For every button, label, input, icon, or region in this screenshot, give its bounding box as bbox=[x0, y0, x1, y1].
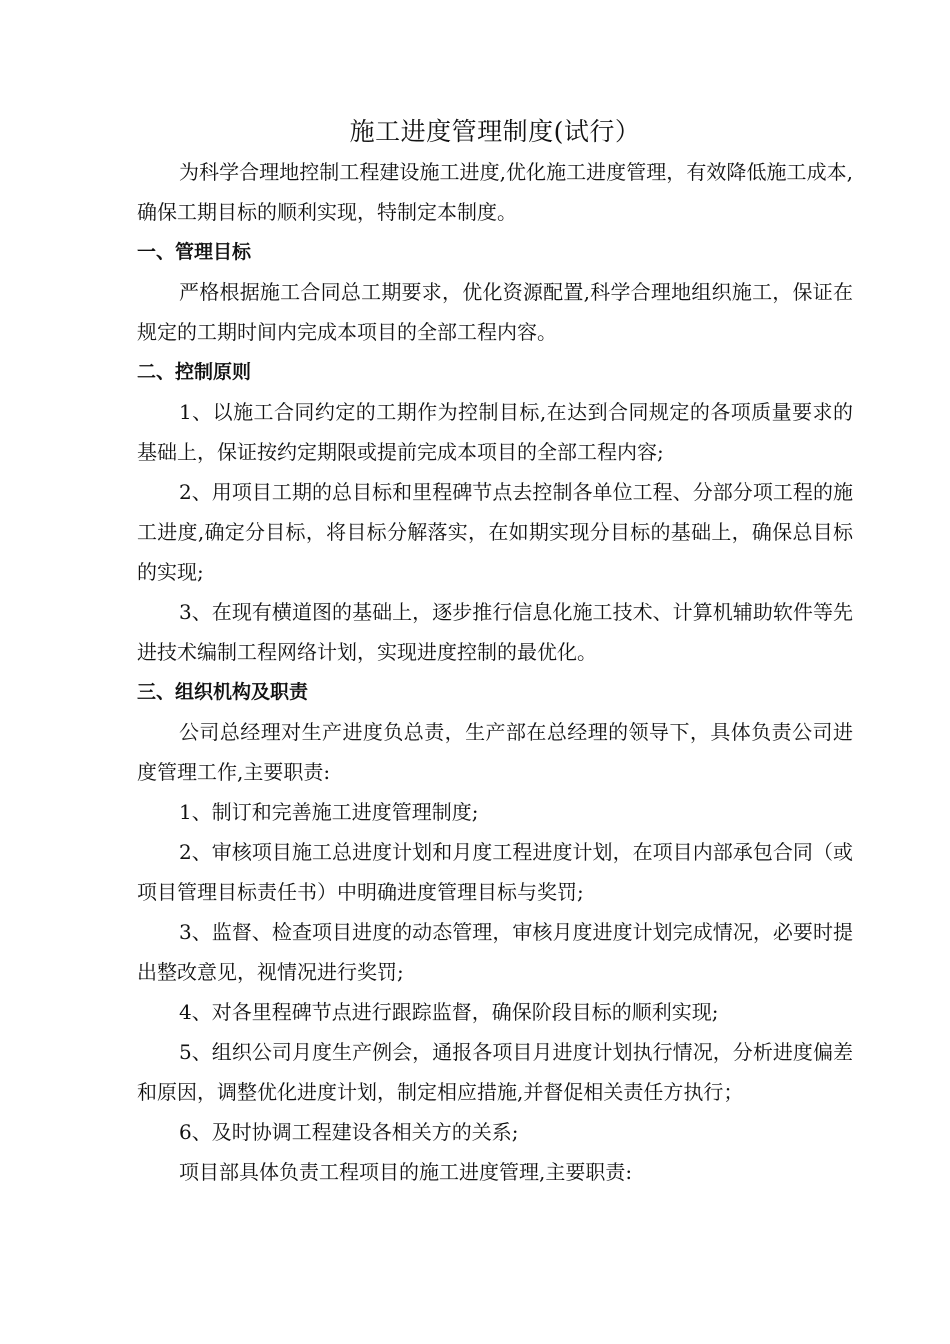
control-principle-item-3: 3、在现有横道图的基础上，逐步推行信息化施工技术、计算机辅助软件等先进技术编制工程网络计划，实现进度控制的最优化。 bbox=[137, 600, 853, 664]
document-page bbox=[137, 112, 853, 1192]
company-duty-item-4: 4、对各里程碑节点进行跟踪监督，确保阶段目标的顺利实现; bbox=[179, 1000, 719, 1024]
control-principle-item-1: 1、以施工合同约定的工期作为控制目标,在达到合同规定的各项质量要求的基础上，保证按约定期限或提前完成本项目的全部工程内容; bbox=[137, 400, 853, 464]
section-heading-organization: 三、组织机构及职责 bbox=[137, 681, 309, 703]
company-duties-intro: 公司总经理对生产进度负总责，生产部在总经理的领导下，具体负责公司进度管理工作,主要职责: bbox=[137, 720, 853, 784]
control-principle-item-2: 2、用项目工期的总目标和里程碑节点去控制各单位工程、分部分项工程的施工进度,确定分目标，将目标分解落实，在如期实现分目标的基础上，确保总目标的实现; bbox=[137, 480, 853, 584]
company-duty-item-5: 5、组织公司月度生产例会，通报各项目月进度计划执行情况，分析进度偏差和原因，调整优化进度计划，制定相应措施,并督促相关责任方执行； bbox=[137, 1040, 853, 1104]
section-heading-control-principles: 二、控制原则 bbox=[137, 361, 252, 383]
company-duty-item-3: 3、监督、检查项目进度的动态管理，审核月度进度计划完成情况，必要时提出整改意见，视情况进行奖罚; bbox=[137, 920, 853, 984]
management-goal-paragraph: 严格根据施工合同总工期要求，优化资源配置,科学合理地组织施工，保证在规定的工期时间内完成本项目的全部工程内容。 bbox=[137, 280, 853, 344]
company-duty-item-2: 2、审核项目施工总进度计划和月度工程进度计划，在项目内部承包合同（或项目管理目标责任书）中明确进度管理目标与奖罚; bbox=[137, 840, 853, 904]
company-duty-item-6: 6、及时协调工程建设各相关方的关系; bbox=[179, 1120, 519, 1144]
document-title: 施工进度管理制度(试行） bbox=[349, 117, 641, 146]
section-heading-management-goal: 一、管理目标 bbox=[137, 241, 252, 263]
company-duty-item-1: 1、制订和完善施工进度管理制度; bbox=[179, 800, 479, 824]
intro-paragraph: 为科学合理地控制工程建设施工进度,优化施工进度管理，有效降低施工成本,确保工期目标的顺利实现，特制定本制度。 bbox=[137, 160, 853, 224]
project-duties-intro: 项目部具体负责工程项目的施工进度管理,主要职责: bbox=[179, 1160, 633, 1184]
